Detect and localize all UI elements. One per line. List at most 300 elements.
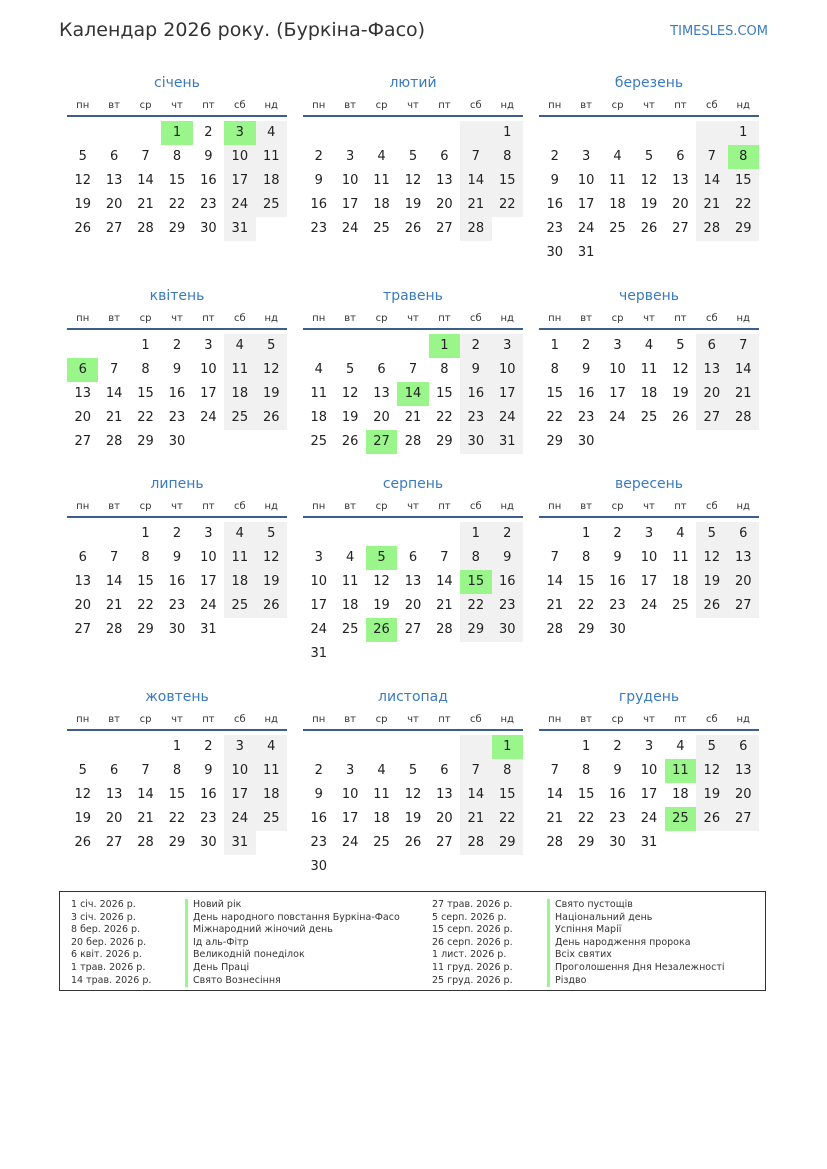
day-cell: 5 [345,362,355,377]
day-cell: 3 [314,550,323,565]
holiday-day: 6 [67,358,98,382]
day-cell: 22 [492,193,523,217]
day-cell: 30 [310,859,327,874]
day-cell: 14 [728,358,759,382]
holiday-day: 26 [366,618,397,642]
day-cell: 10 [310,574,327,589]
day-cell: 15 [492,169,523,193]
day-cell: 15 [168,173,186,188]
day-cell: 30 [460,430,491,454]
empty-cell [303,121,334,145]
empty-cell [303,522,334,546]
day-cell: 7 [728,334,759,358]
day-cell: 3 [345,763,355,778]
day-cell: 19 [640,197,658,212]
day-cell: 20 [728,783,759,807]
weekday-label: вт [108,100,120,111]
day-cell: 8 [172,763,182,778]
day-cell: 10 [224,145,255,169]
day-cell: 28 [696,217,727,241]
day-cell: 19 [256,382,287,406]
legend-date: 15 серп. 2026 р. [432,924,513,936]
weekday-label: сб [233,313,246,324]
empty-cell [67,522,98,546]
weekday-label: ср [139,100,152,111]
day-cell: 25 [640,410,658,425]
weekday-label: пн [76,313,90,324]
day-cell: 6 [440,149,449,164]
holiday-legend [59,891,766,991]
day-cell: 27 [672,221,689,236]
empty-cell [460,121,491,145]
empty-cell [602,121,633,145]
day-cell: 12 [404,173,422,188]
weekday-label: нд [736,501,750,512]
day-cell: 18 [224,382,255,406]
month-name: травень [383,288,443,304]
legend-holiday-name: День Праці [185,962,400,975]
day-cell: 20 [436,197,453,212]
weekday-label: пн [312,100,326,111]
day-cell: 13 [74,574,91,589]
day-cell: 6 [696,334,727,358]
day-cell: 28 [137,835,154,850]
day-cell: 24 [341,221,359,236]
day-cell: 11 [373,173,390,188]
day-cell: 11 [609,173,626,188]
month-3 [539,73,759,265]
day-cell: 25 [609,221,626,236]
day-cell: 15 [492,783,523,807]
holiday-day: 25 [665,807,696,831]
day-cell: 12 [404,787,422,802]
weekday-header [539,97,759,117]
empty-cell [429,121,460,145]
day-cell: 26 [256,406,287,430]
legend-dates-left [71,899,151,987]
day-cell: 13 [728,759,759,783]
legend-date: 14 трав. 2026 р. [71,974,152,986]
weekday-label: пн [548,501,562,512]
weekday-label: нд [264,313,278,324]
day-cell: 22 [577,811,595,826]
day-cell: 28 [546,835,563,850]
day-cell: 10 [341,173,359,188]
legend-date: 8 бер. 2026 р. [71,924,141,936]
day-cell: 23 [492,594,523,618]
day-cell: 24 [609,410,626,425]
day-cell: 25 [224,594,255,618]
day-cell: 1 [581,526,591,541]
month-name: січень [154,75,200,91]
day-cell: 29 [460,618,491,642]
holiday-day: 3 [224,121,255,145]
empty-cell [303,334,334,358]
day-cell: 17 [200,386,217,401]
weekday-label: чт [643,313,655,324]
weekday-label: пт [438,714,451,725]
empty-cell [130,121,161,145]
day-cell: 4 [613,149,622,164]
day-cell: 1 [141,338,150,353]
day-cell: 2 [613,526,622,541]
day-cell: 8 [172,149,182,164]
day-cell: 18 [672,787,689,802]
day-cell: 6 [78,550,87,565]
day-cell: 28 [404,434,422,449]
weekday-header [67,97,287,117]
month-name: листопад [378,689,448,705]
day-cell: 21 [137,811,154,826]
day-cell: 16 [460,382,491,406]
day-cell: 5 [696,735,727,759]
day-cell: 23 [460,406,491,430]
day-cell: 15 [728,169,759,193]
day-cell: 20 [105,811,123,826]
day-cell: 25 [341,622,359,637]
day-cell: 28 [105,434,123,449]
weekday-label: чт [407,501,419,512]
day-cell: 7 [141,763,150,778]
day-cell: 11 [672,550,689,565]
day-cell: 22 [728,193,759,217]
day-cell: 6 [377,362,386,377]
empty-cell [334,522,365,546]
weekday-label: пт [202,714,215,725]
empty-cell [460,735,491,759]
legend-date: 11 груд. 2026 р. [432,961,513,973]
day-cell: 19 [373,598,390,613]
day-cell: 16 [492,570,523,594]
day-cell: 21 [105,410,123,425]
weekday-label: сб [233,501,246,512]
day-cell: 22 [546,410,563,425]
month-name: серпень [382,476,444,492]
day-cell: 19 [404,811,422,826]
day-cell: 1 [460,522,491,546]
day-cell: 18 [256,169,287,193]
empty-cell [570,121,601,145]
weekday-label: пт [438,313,451,324]
weekday-label: чт [171,100,183,111]
legend-holiday-name: Національний день [547,912,725,925]
day-cell: 19 [696,783,727,807]
day-cell: 4 [224,522,255,546]
day-cell: 28 [105,622,123,637]
day-cell: 8 [440,362,449,377]
day-cell: 10 [492,358,523,382]
day-cell: 21 [696,193,727,217]
day-cell: 26 [404,835,422,850]
day-cell: 22 [168,811,186,826]
day-cell: 31 [640,835,658,850]
legend-date: 20 бер. 2026 р. [71,936,147,948]
day-cell: 12 [341,386,359,401]
day-cell: 28 [460,217,491,241]
day-cell: 26 [672,410,689,425]
days-grid [67,735,287,855]
empty-cell [366,121,397,145]
days-grid [303,735,523,879]
weekday-label: пт [202,313,215,324]
day-cell: 28 [460,831,491,855]
day-cell: 16 [168,386,186,401]
day-cell: 20 [373,410,390,425]
day-cell: 27 [728,594,759,618]
day-cell: 4 [345,550,355,565]
weekday-label: вт [344,714,356,725]
weekday-header [67,711,287,731]
day-cell: 1 [492,121,523,145]
day-cell: 18 [224,570,255,594]
day-cell: 23 [609,811,626,826]
day-cell: 17 [224,169,255,193]
weekday-label: нд [500,714,514,725]
day-cell: 12 [256,358,287,382]
day-cell: 15 [577,787,595,802]
day-cell: 19 [696,570,727,594]
day-cell: 9 [613,550,622,565]
day-cell: 18 [672,574,689,589]
empty-cell [397,522,428,546]
day-cell: 3 [204,526,213,541]
day-cell: 27 [105,221,123,236]
day-cell: 3 [581,149,591,164]
holiday-day: 1 [492,735,523,759]
day-cell: 16 [200,173,217,188]
day-cell: 8 [141,362,150,377]
day-cell: 8 [492,759,523,783]
day-cell: 7 [696,145,727,169]
day-cell: 31 [310,646,327,661]
weekday-label: чт [643,100,655,111]
day-cell: 10 [577,173,595,188]
empty-cell [334,735,365,759]
weekday-label: ср [139,313,152,324]
weekday-label: вт [344,100,356,111]
day-cell: 20 [672,197,689,212]
day-cell: 31 [200,622,217,637]
weekday-label: ср [375,501,388,512]
day-cell: 13 [436,787,453,802]
holiday-day: 27 [366,430,397,454]
day-cell: 11 [256,145,287,169]
day-cell: 26 [640,221,658,236]
day-cell: 31 [224,831,255,855]
day-cell: 13 [696,358,727,382]
day-cell: 21 [137,197,154,212]
page-title: Календар 2026 року. (Буркіна-Фасо) [59,19,426,41]
legend-holiday-name: Всіх святих [547,949,725,962]
month-9 [539,474,759,642]
day-cell: 29 [137,434,154,449]
month-10 [67,687,287,855]
day-cell: 7 [550,550,559,565]
weekday-header [67,498,287,518]
weekday-label: нд [264,714,278,725]
day-cell: 13 [74,386,91,401]
month-name: квітень [149,288,205,304]
day-cell: 1 [728,121,759,145]
weekday-label: пт [674,501,687,512]
weekday-label: пн [548,714,562,725]
day-cell: 31 [224,217,255,241]
day-cell: 11 [310,386,327,401]
day-cell: 15 [137,386,154,401]
day-cell: 11 [224,546,255,570]
day-cell: 30 [609,835,626,850]
day-cell: 7 [460,759,491,783]
day-cell: 2 [492,522,523,546]
weekday-label: вт [580,714,592,725]
day-cell: 2 [314,149,323,164]
day-cell: 18 [310,410,327,425]
holiday-day: 5 [366,546,397,570]
day-cell: 6 [109,763,119,778]
day-cell: 9 [550,173,559,188]
weekday-label: пн [76,714,90,725]
day-cell: 17 [224,783,255,807]
weekday-label: вт [580,501,592,512]
day-cell: 20 [105,197,123,212]
legend-date: 26 серп. 2026 р. [432,936,513,948]
legend-holiday-name: Успіння Марії [547,924,725,937]
day-cell: 24 [577,221,595,236]
days-grid [539,522,759,642]
month-name: вересень [614,476,684,492]
days-grid [539,121,759,265]
day-cell: 18 [373,197,390,212]
month-5 [303,286,523,454]
weekday-label: нд [500,313,514,324]
day-cell: 11 [256,759,287,783]
day-cell: 1 [141,526,150,541]
day-cell: 13 [404,574,422,589]
day-cell: 19 [74,811,91,826]
day-cell: 16 [310,197,327,212]
day-cell: 1 [550,338,559,353]
day-cell: 26 [696,807,727,831]
day-cell: 29 [546,434,563,449]
day-cell: 29 [577,835,595,850]
day-cell: 7 [408,362,418,377]
day-cell: 28 [436,622,453,637]
day-cell: 14 [137,787,154,802]
day-cell: 22 [436,410,453,425]
weekday-label: чт [407,714,419,725]
day-cell: 8 [581,763,591,778]
weekday-label: чт [171,714,183,725]
day-cell: 13 [373,386,390,401]
weekday-label: нд [500,501,514,512]
day-cell: 8 [550,362,559,377]
empty-cell [429,522,460,546]
day-cell: 16 [168,574,186,589]
weekday-label: чт [171,501,183,512]
day-cell: 14 [105,386,123,401]
day-cell: 25 [373,221,390,236]
weekday-label: нд [736,100,750,111]
day-cell: 9 [314,787,323,802]
day-cell: 10 [640,550,658,565]
month-name: березень [614,75,684,91]
day-cell: 27 [74,434,91,449]
weekday-label: нд [264,501,278,512]
day-cell: 21 [436,598,453,613]
day-cell: 24 [224,193,255,217]
weekday-header [539,498,759,518]
days-grid [539,735,759,855]
day-cell: 29 [137,622,154,637]
empty-cell [696,121,727,145]
day-cell: 10 [609,362,626,377]
day-cell: 5 [256,522,287,546]
holiday-day: 1 [161,121,192,145]
days-grid [67,121,287,241]
day-cell: 3 [224,735,255,759]
weekday-label: сб [705,714,718,725]
empty-cell [366,334,397,358]
legend-date: 27 трав. 2026 р. [432,899,513,910]
day-cell: 9 [492,546,523,570]
legend-holiday-name: Різдво [547,975,725,988]
day-cell: 9 [204,763,213,778]
day-cell: 11 [373,787,390,802]
weekday-header [539,711,759,731]
legend-holiday-name: День народного повстання Буркіна-Фасо [185,912,400,925]
day-cell: 24 [640,598,658,613]
site-link[interactable]: TIMESLES.COM [670,24,768,39]
day-cell: 14 [436,574,453,589]
day-cell: 29 [436,434,453,449]
day-cell: 4 [377,763,386,778]
weekday-label: нд [736,714,750,725]
day-cell: 14 [696,169,727,193]
day-cell: 19 [341,410,359,425]
weekday-label: чт [643,501,655,512]
weekday-label: пт [674,100,687,111]
weekday-label: пт [438,501,451,512]
day-cell: 23 [310,221,327,236]
day-cell: 17 [341,197,359,212]
day-cell: 26 [74,835,91,850]
day-cell: 12 [696,759,727,783]
weekday-label: сб [705,100,718,111]
day-cell: 21 [105,598,123,613]
holiday-day: 14 [397,382,428,406]
day-cell: 26 [256,594,287,618]
day-cell: 3 [644,526,654,541]
day-cell: 29 [168,221,186,236]
day-cell: 25 [672,598,689,613]
day-cell: 10 [200,550,217,565]
day-cell: 1 [172,739,182,754]
day-cell: 13 [105,787,123,802]
day-cell: 23 [168,598,186,613]
day-cell: 9 [204,149,213,164]
empty-cell [665,121,696,145]
day-cell: 18 [341,598,359,613]
day-cell: 6 [408,550,418,565]
day-cell: 20 [404,598,422,613]
weekday-header [303,310,523,330]
day-cell: 5 [408,149,418,164]
day-cell: 29 [728,217,759,241]
day-cell: 4 [676,739,685,754]
day-cell: 11 [640,362,658,377]
legend-date: 1 трав. 2026 р. [71,961,146,973]
day-cell: 24 [200,598,217,613]
